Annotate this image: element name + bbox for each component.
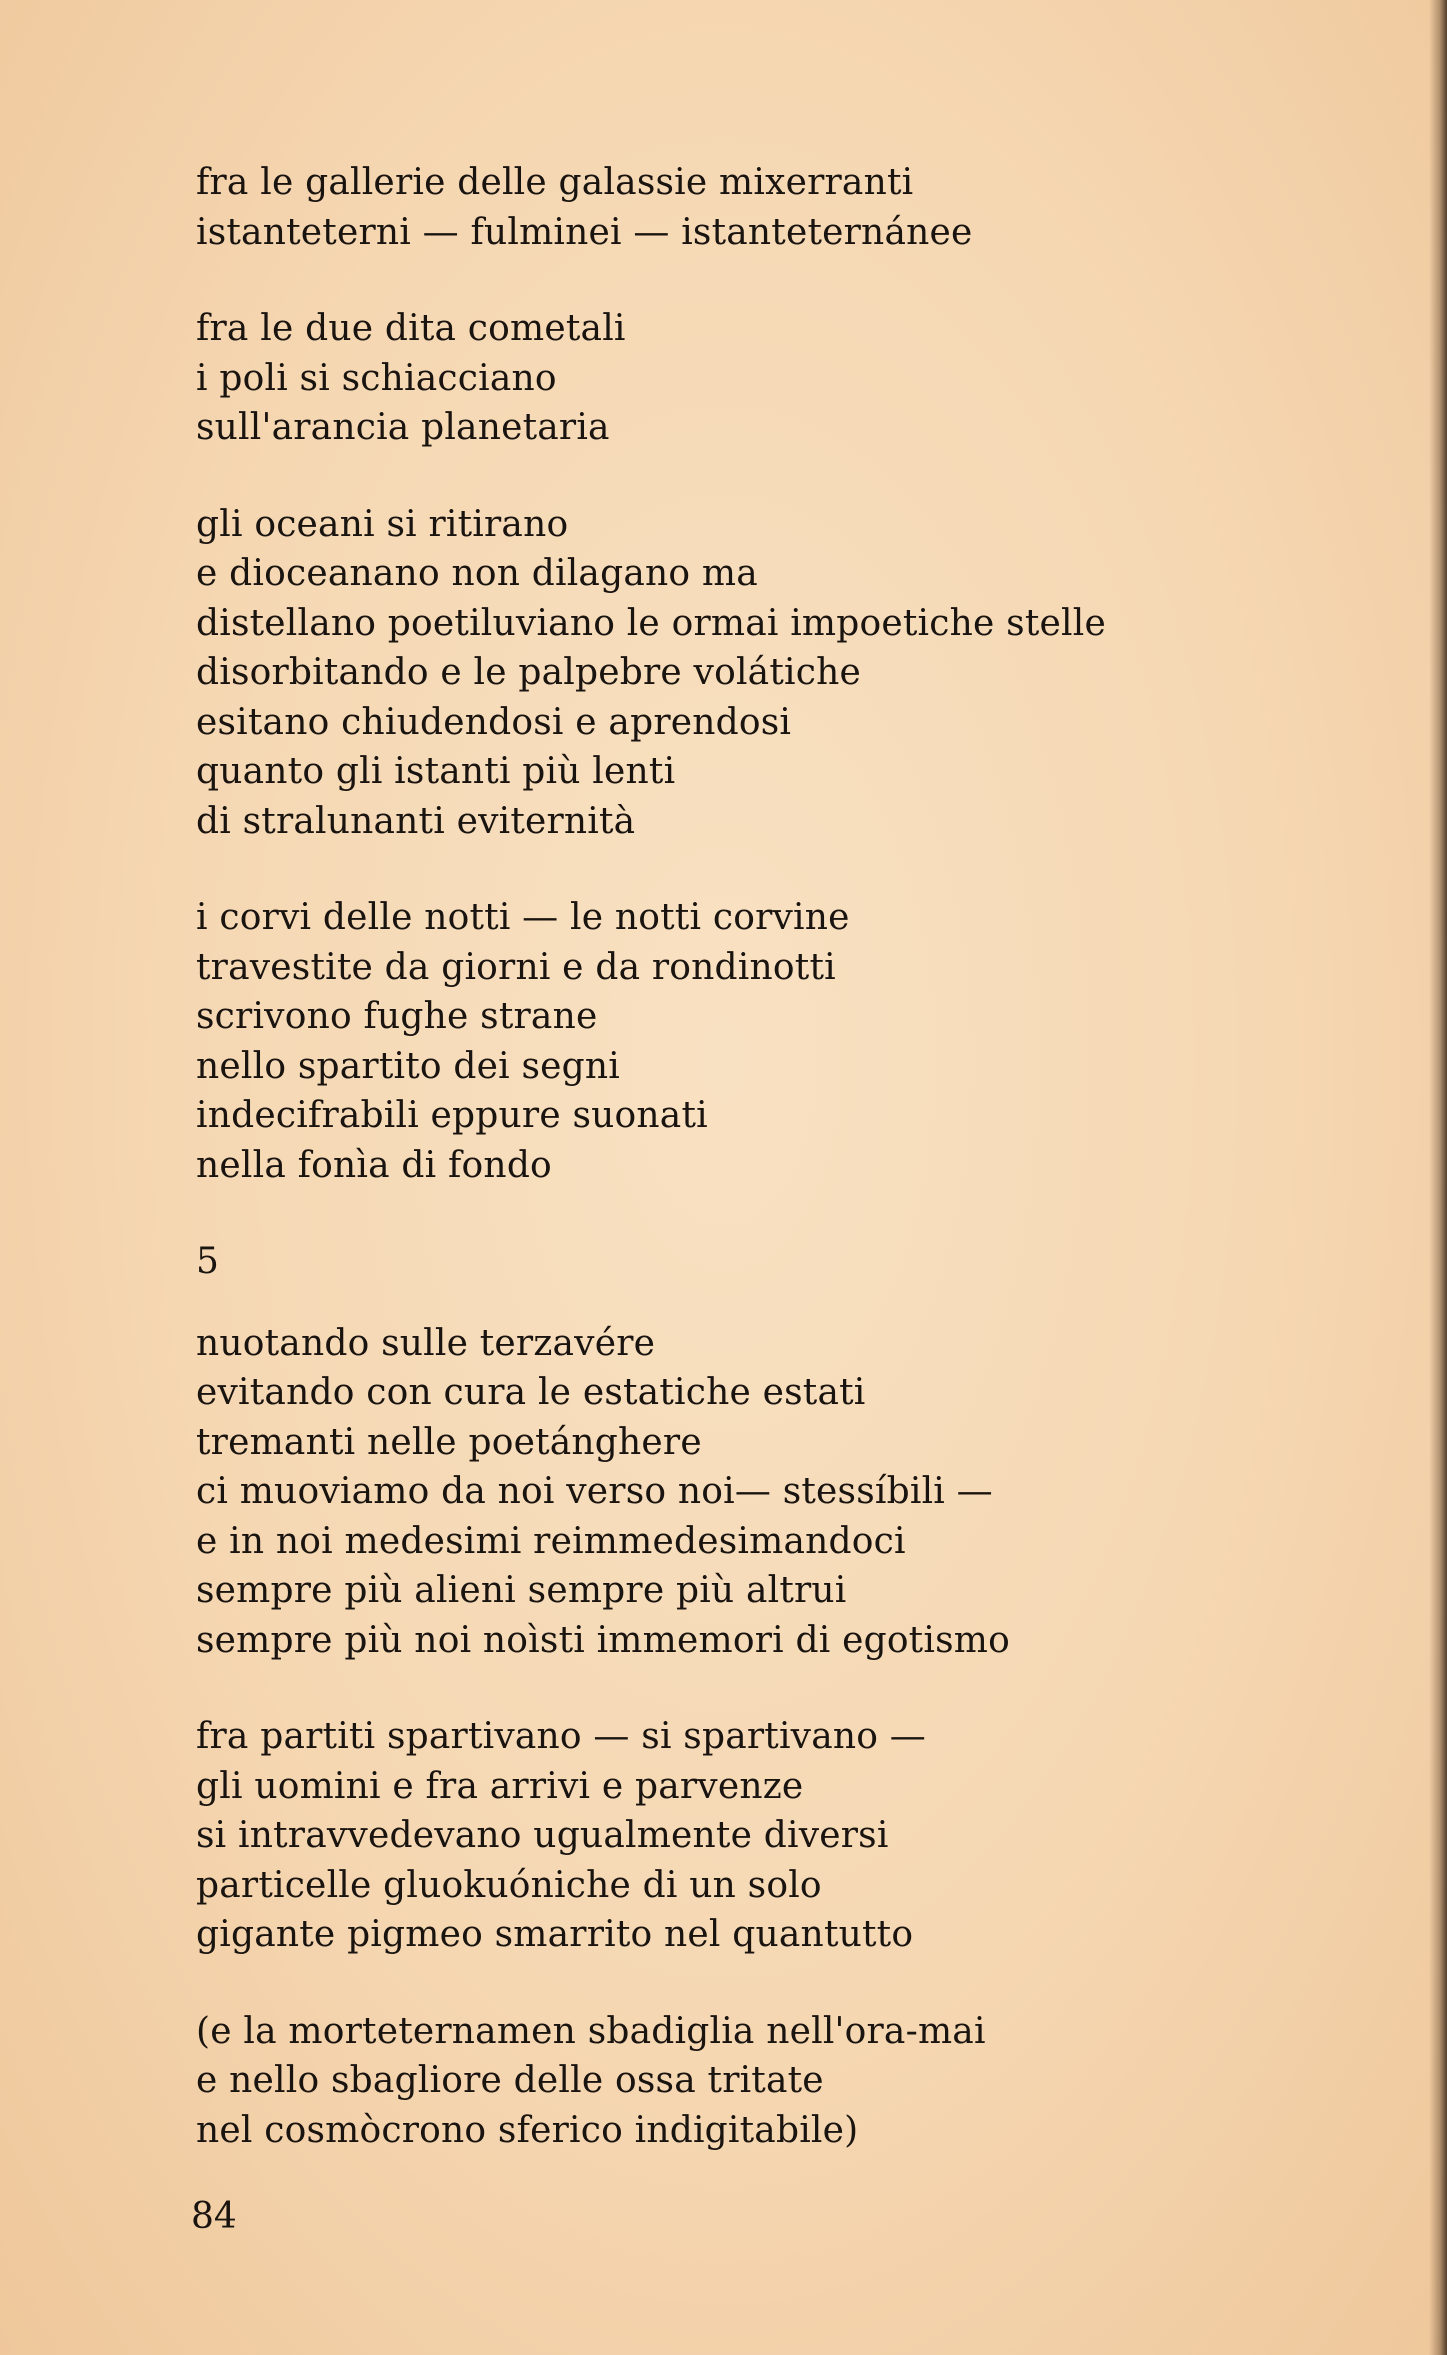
page-number: 84 xyxy=(191,2196,237,2237)
poem-line: disorbitando e le palpebre volátiche xyxy=(196,652,861,693)
poem-line: (e la morteternamen sbadiglia nell'ora-mai xyxy=(196,2010,986,2052)
poem-line: fra partiti spartivano — si spartivano — xyxy=(196,1716,926,1757)
poem-line: fra le due dita cometali xyxy=(196,308,626,349)
poem-line: sempre più noi noìsti immemori di egotismo xyxy=(196,1619,1010,1661)
poem-line: quanto gli istanti più lenti xyxy=(196,751,676,792)
poem-line: si intravvedevano ugualmente diversi xyxy=(196,1815,889,1856)
poem-line: esitano chiudendosi e aprendosi xyxy=(196,701,792,743)
poem-line: e in noi medesimi reimmedesimandoci xyxy=(196,1520,906,1562)
poem-line: gli oceani si ritirano xyxy=(196,503,569,545)
poem-line: nel cosmòcrono sferico indigitabile) xyxy=(196,2109,859,2151)
stanza-6 xyxy=(196,1712,1396,1960)
poem-line: nuotando sulle terzavére xyxy=(196,1322,656,1364)
poem-line: particelle gluokuóniche di un solo xyxy=(196,1864,822,1906)
stanza-1 xyxy=(196,158,1396,257)
poem-line: sull'arancia planetaria xyxy=(196,407,610,448)
poem-line: tremanti nelle poetánghere xyxy=(196,1421,702,1463)
stanza-7 xyxy=(196,2007,1396,2156)
poem-line: distellano poetiluviano le ormai impoetiche stelle xyxy=(196,602,1106,644)
stanza-3 xyxy=(196,500,1396,847)
poem-line: nello spartito dei segni xyxy=(196,1045,621,1087)
poem-line: i poli si schiacciano xyxy=(196,357,557,399)
stanza-5 xyxy=(196,1319,1396,1666)
poem-line: di stralunanti eviternità xyxy=(196,800,636,842)
section-number: 5 xyxy=(196,1241,219,1282)
stanza-2 xyxy=(196,304,1396,453)
stanza-4 xyxy=(196,893,1396,1190)
poem-line: nella fonìa di fondo xyxy=(196,1144,552,1186)
poem-line: evitando con cura le estatiche estati xyxy=(196,1372,866,1413)
poem-line: e nello sbagliore delle ossa tritate xyxy=(196,2060,824,2101)
poem-line: i corvi delle notti — le notti corvine xyxy=(196,897,850,938)
poem-line: travestite da giorni e da rondinotti xyxy=(196,946,836,988)
poem-line: scrivono fughe strane xyxy=(196,996,598,1037)
poem-line: fra le gallerie delle galassie mixerranti xyxy=(196,162,914,203)
page-edge-shadow xyxy=(1429,0,1447,2355)
poem-line: gli uomini e fra arrivi e parvenze xyxy=(196,1765,804,1807)
poem-line: ci muoviamo da noi verso noi— stessíbili — xyxy=(196,1471,993,1512)
poem-line: e dioceanano non dilagano ma xyxy=(196,553,758,594)
poem-text xyxy=(196,158,1396,2202)
poem-line: istanteterni — fulminei — istanteternánee xyxy=(196,211,973,253)
poem-line: gigante pigmeo smarrito nel quantutto xyxy=(196,1914,914,1955)
poem-line: indecifrabili eppure suonati xyxy=(196,1095,708,1136)
poem-line: sempre più alieni sempre più altrui xyxy=(196,1570,847,1611)
